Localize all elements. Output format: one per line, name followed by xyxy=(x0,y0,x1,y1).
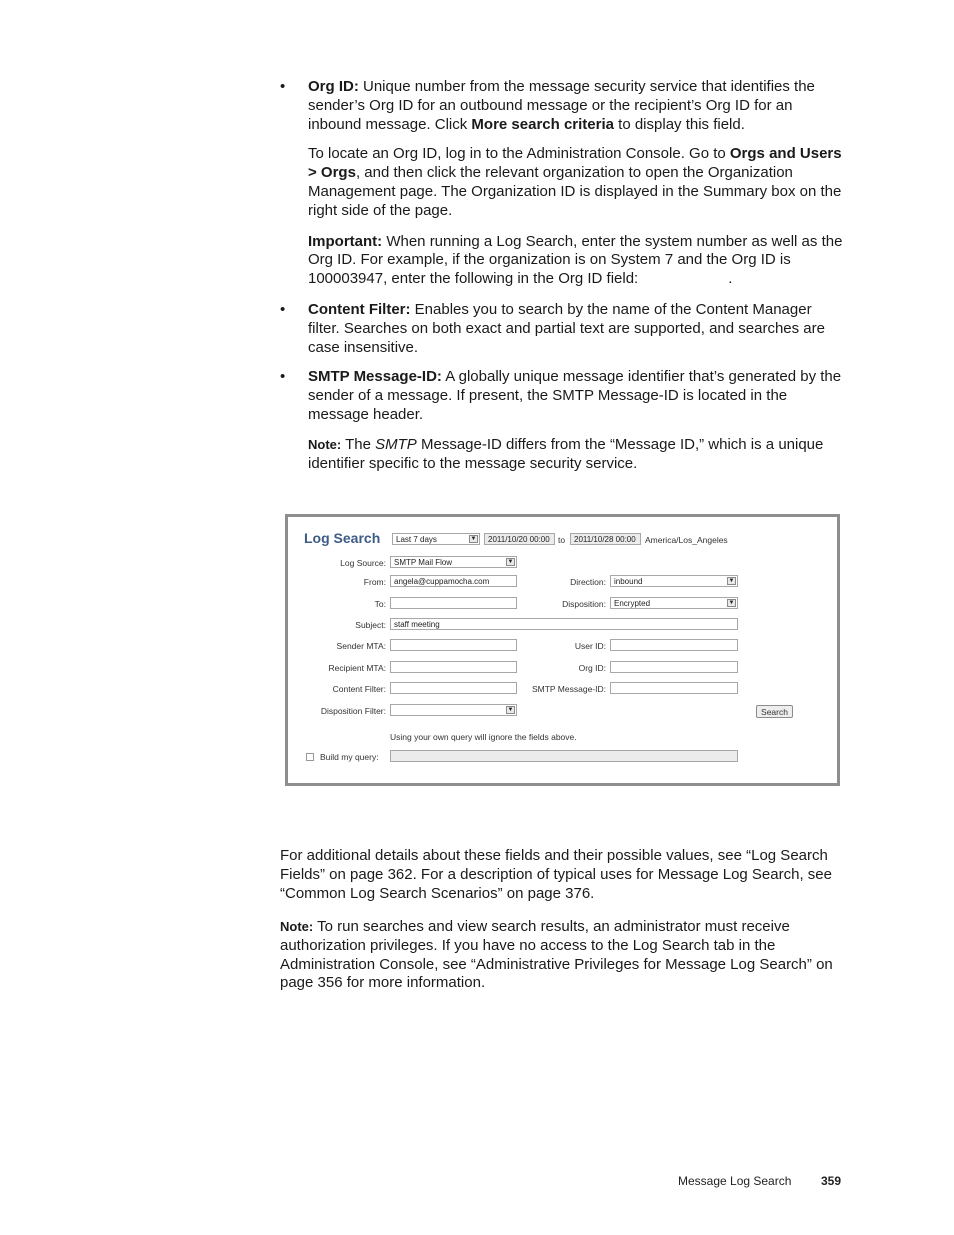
bullet-org-id xyxy=(280,78,846,134)
field-descriptions xyxy=(280,78,846,485)
footer-section-title: Message Log Search xyxy=(678,1174,792,1188)
build-query-field[interactable] xyxy=(390,750,738,762)
user-id-label: User ID: xyxy=(574,641,606,651)
build-query-checkbox[interactable] xyxy=(306,753,314,761)
log-search-screenshot xyxy=(285,514,840,786)
from-label: From: xyxy=(363,577,386,587)
important-paragraph: Important: When running a Log Search, enter the system number as well as the Org ID. For example, if the organization is on System 7 and the Org ID is 100003947, enter the following in the Org ID field: . xyxy=(308,232,843,288)
sender-mta-label: Sender MTA: xyxy=(336,641,386,651)
direction-select[interactable]: inbound ▼ xyxy=(610,575,738,587)
note-label: Note: xyxy=(280,919,314,934)
disposition-filter-label: Disposition Filter: xyxy=(320,706,386,716)
page-number: 359 xyxy=(821,1174,842,1188)
org-id-text: Unique number from the message security service that identifies the sender’s Org ID for an outbound message or the recipient’s Org ID for an inbound message. Click xyxy=(308,78,815,133)
chevron-down-icon: ▼ xyxy=(507,707,514,713)
additional-details-paragraph: For additional details about these fields and their possible values, see “Log Search Fields” on page 362. For a description of typical uses for Message Log Search, see “Common Log Search Scenarios” on page 376. xyxy=(280,847,832,902)
log-search-title: Log Search xyxy=(304,530,381,546)
subject-field[interactable]: staff meeting xyxy=(390,618,738,630)
note-label: Note: xyxy=(308,436,342,452)
org-id-field[interactable] xyxy=(610,661,738,673)
smtp-message-id-label: SMTP Message-ID: xyxy=(531,684,606,694)
bullet-content-filter: • Content Filter: Enables you to search by the name of the Content Manager filter. Searches on both exact and partial text are supported, and searches are case insensitive. xyxy=(280,300,825,356)
to-field[interactable] xyxy=(390,597,517,609)
orgs-and-users-path: Orgs and Users > Orgs xyxy=(308,145,842,182)
direction-label: Direction: xyxy=(570,577,606,587)
important-label: Important: xyxy=(308,232,383,250)
query-hint: Using your own query will ignore the fields above. xyxy=(390,732,577,742)
date-to-field[interactable]: 2011/10/28 00:00 xyxy=(570,533,641,545)
org-id-label: Org ID: xyxy=(578,663,606,673)
timezone-label: America/Los_Angeles xyxy=(645,535,728,545)
authorization-note: Note: To run searches and view search results, an administrator must receive authorization privileges. If you have no access to the Log Search tab in the Administration Console, see “Administrative Privileges for Message Log Search” on page 356 for more information. xyxy=(280,918,833,992)
org-id-term: Org ID: xyxy=(308,78,359,95)
chevron-down-icon: ▼ xyxy=(507,559,514,565)
smtp-message-id-field[interactable] xyxy=(610,682,738,694)
content-filter-label: Content Filter: xyxy=(332,684,386,694)
bullet-dot: • xyxy=(280,368,286,386)
bullet-dot: • xyxy=(280,300,286,318)
smtp-message-id-term: SMTP Message-ID: xyxy=(308,368,442,386)
more-search-criteria: More search criteria xyxy=(471,115,614,133)
disposition-label: Disposition: xyxy=(562,599,606,609)
date-from-field[interactable]: 2011/10/20 00:00 xyxy=(484,533,555,545)
range-select[interactable]: Last 7 days ▼ xyxy=(392,533,480,545)
bullet-dot: • xyxy=(280,78,286,95)
org-id-text-end: to display this field. xyxy=(614,115,745,133)
smtp-note: Note: The SMTP Message-ID differs from the “Message ID,” which is a unique identifier specific to the message security service. xyxy=(308,435,824,472)
chevron-down-icon: ▼ xyxy=(728,600,735,606)
to-field-label: To: xyxy=(374,599,386,609)
org-id-locate-paragraph: To locate an Org ID, log in to the Administration Console. Go to Orgs and Users > Orgs, and then click the relevant organization to open the Organization Management page. The Organization ID is displayed in the Summary box on the right side of the page. xyxy=(308,145,842,219)
disposition-select[interactable]: Encrypted ▼ xyxy=(610,597,738,609)
from-field[interactable]: angela@cuppamocha.com xyxy=(390,575,517,587)
log-source-select[interactable]: SMTP Mail Flow ▼ xyxy=(390,556,517,568)
bullet-smtp-message-id: • SMTP Message-ID: A globally unique message identifier that’s generated by the sender of a message. If present, the SMTP Message-ID is located in the message header. xyxy=(280,368,842,423)
to-label: to xyxy=(558,535,566,545)
recipient-mta-label: Recipient MTA: xyxy=(328,663,386,673)
search-button[interactable]: Search xyxy=(756,705,793,718)
content-filter-term: Content Filter: xyxy=(308,300,411,318)
user-id-field[interactable] xyxy=(610,639,738,651)
recipient-mta-field[interactable] xyxy=(390,661,517,673)
content-filter-field[interactable] xyxy=(390,682,517,694)
sender-mta-field[interactable] xyxy=(390,639,517,651)
chevron-down-icon: ▼ xyxy=(470,536,477,542)
chevron-down-icon: ▼ xyxy=(728,578,735,584)
subject-label: Subject: xyxy=(355,620,386,630)
build-query-label: Build my query: xyxy=(320,752,379,762)
log-source-label: Log Source: xyxy=(340,558,386,568)
disposition-filter-select[interactable] xyxy=(390,704,517,716)
